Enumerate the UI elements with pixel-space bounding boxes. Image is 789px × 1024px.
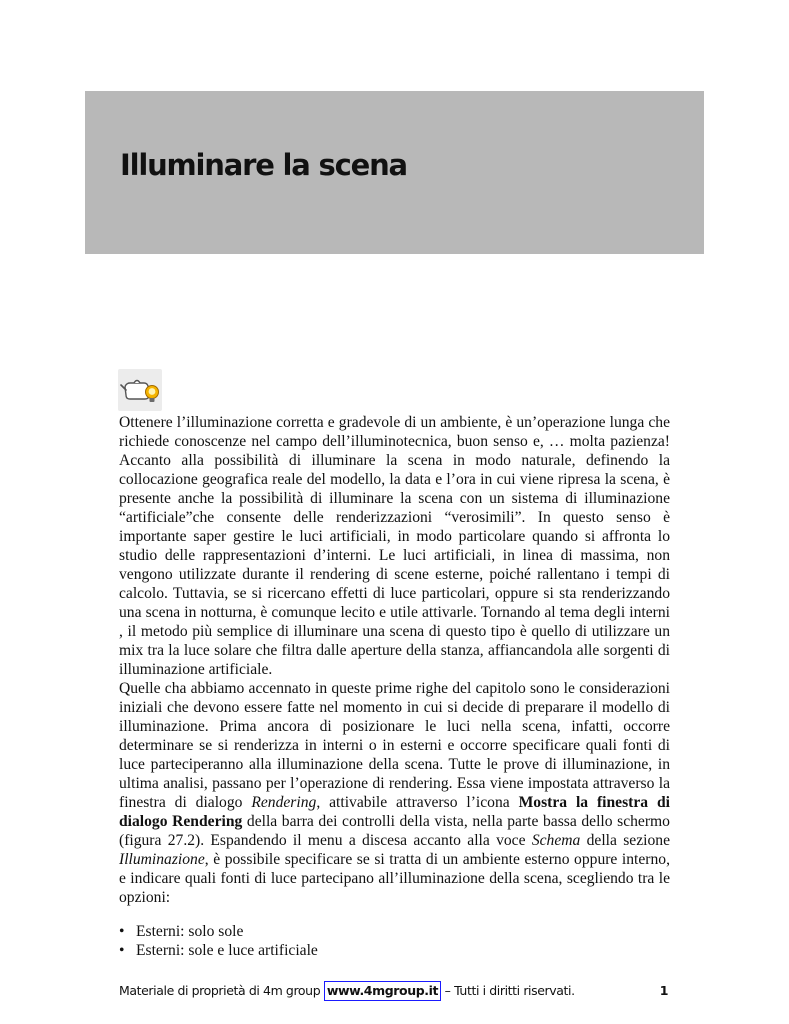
paragraph-text: , è possibile specificare se si tratta di un ambiente esterno oppure interno, e indicare quali fonti di luce partecipano all’illuminazione della scena, scegliendo tra le opzioni: (119, 851, 670, 906)
paragraph-text: , attivabile attraverso l’icona (316, 794, 519, 811)
teapot-light-icon (118, 369, 162, 411)
page-number: 1 (659, 983, 668, 998)
illuminazione-term: Illuminazione (119, 851, 205, 868)
paragraph-text: della sezione (580, 832, 670, 849)
page-footer (119, 980, 670, 1002)
paragraph-text: della barra dei controlli della vista, nella parte bassa dello schermo (figura 27.2). Espandendo il menu a discesa accanto alla voce (119, 813, 670, 849)
website-link[interactable]: www.4mgroup.it (324, 981, 441, 1001)
paragraph-text: Quelle cha abbiamo accennato in queste prime righe del capitolo sono le considerazioni iniziali che devono essere fatte nel momento in cui si decide di preparare il modello di illuminazione. Prima ancora di posizionare le luci nella scena, infatti, occorre determinare se si renderizza in interni o in esterni e occorre specificare quali fonti di luce parteciperanno alla illuminazione della scena. Tutte le prove di illuminazione, in ultima analisi, passano per l’operazione di rendering. Essa viene impostata attraverso la finestra di dialogo (119, 680, 670, 811)
paragraph-intro: Ottenere l’illuminazione corretta e gradevole di un ambiente, è un’operazione lunga che richiede conoscenze nel campo dell’illuminotecnica, buon senso e, … molta pazienza! Accanto alla possibilità di illuminare la scena in modo naturale, definendo la collocazione geografica reale del modello, la data e l’ora in cui viene ripresa la scena, è presente anche la possibilità di illuminare la scena con un sistema di illuminazione “artificiale”che consente delle renderizzazioni “verosimili”. In questo senso è importante saper gestire le luci artificiali, in modo particolare quando si affronta lo studio delle rappresentazioni d’interni. Le luci artificiali, in linea di massima, non vengono utilizzate durante il rendering di scene esterne, poiché rallentano i tempi di calcolo. Tuttavia, se si ricercano effetti di luce particolari, oppure si sta renderizzando una scena in notturna, è comunque lecito e utile attivarle. Tornando al tema degli interni , il metodo più semplice di illuminare una scena di questo tipo è quello di utilizzare un mix tra la luce solare che filtra dalle aperture della stanza, affiancandola alle sorgenti di illuminazione artificiale. (119, 414, 670, 678)
schema-term: Schema (531, 832, 581, 849)
paragraph-rendering (119, 679, 670, 907)
list-item: • Esterni: solo sole (119, 922, 670, 941)
chapter-body (119, 413, 670, 907)
copyright-suffix: – Tutti i diritti riservati. (441, 983, 575, 998)
options-list (119, 922, 670, 960)
rendering-term: Rendering (251, 794, 317, 811)
list-item: • Esterni: sole e luce artificiale (119, 941, 670, 960)
chapter-title: Illuminare la scena (120, 148, 407, 182)
mostra-finestra-command: Mostra la finestra di dialogo Rendering (119, 794, 670, 830)
copyright-prefix: Materiale di proprietà di 4m group (119, 983, 324, 998)
